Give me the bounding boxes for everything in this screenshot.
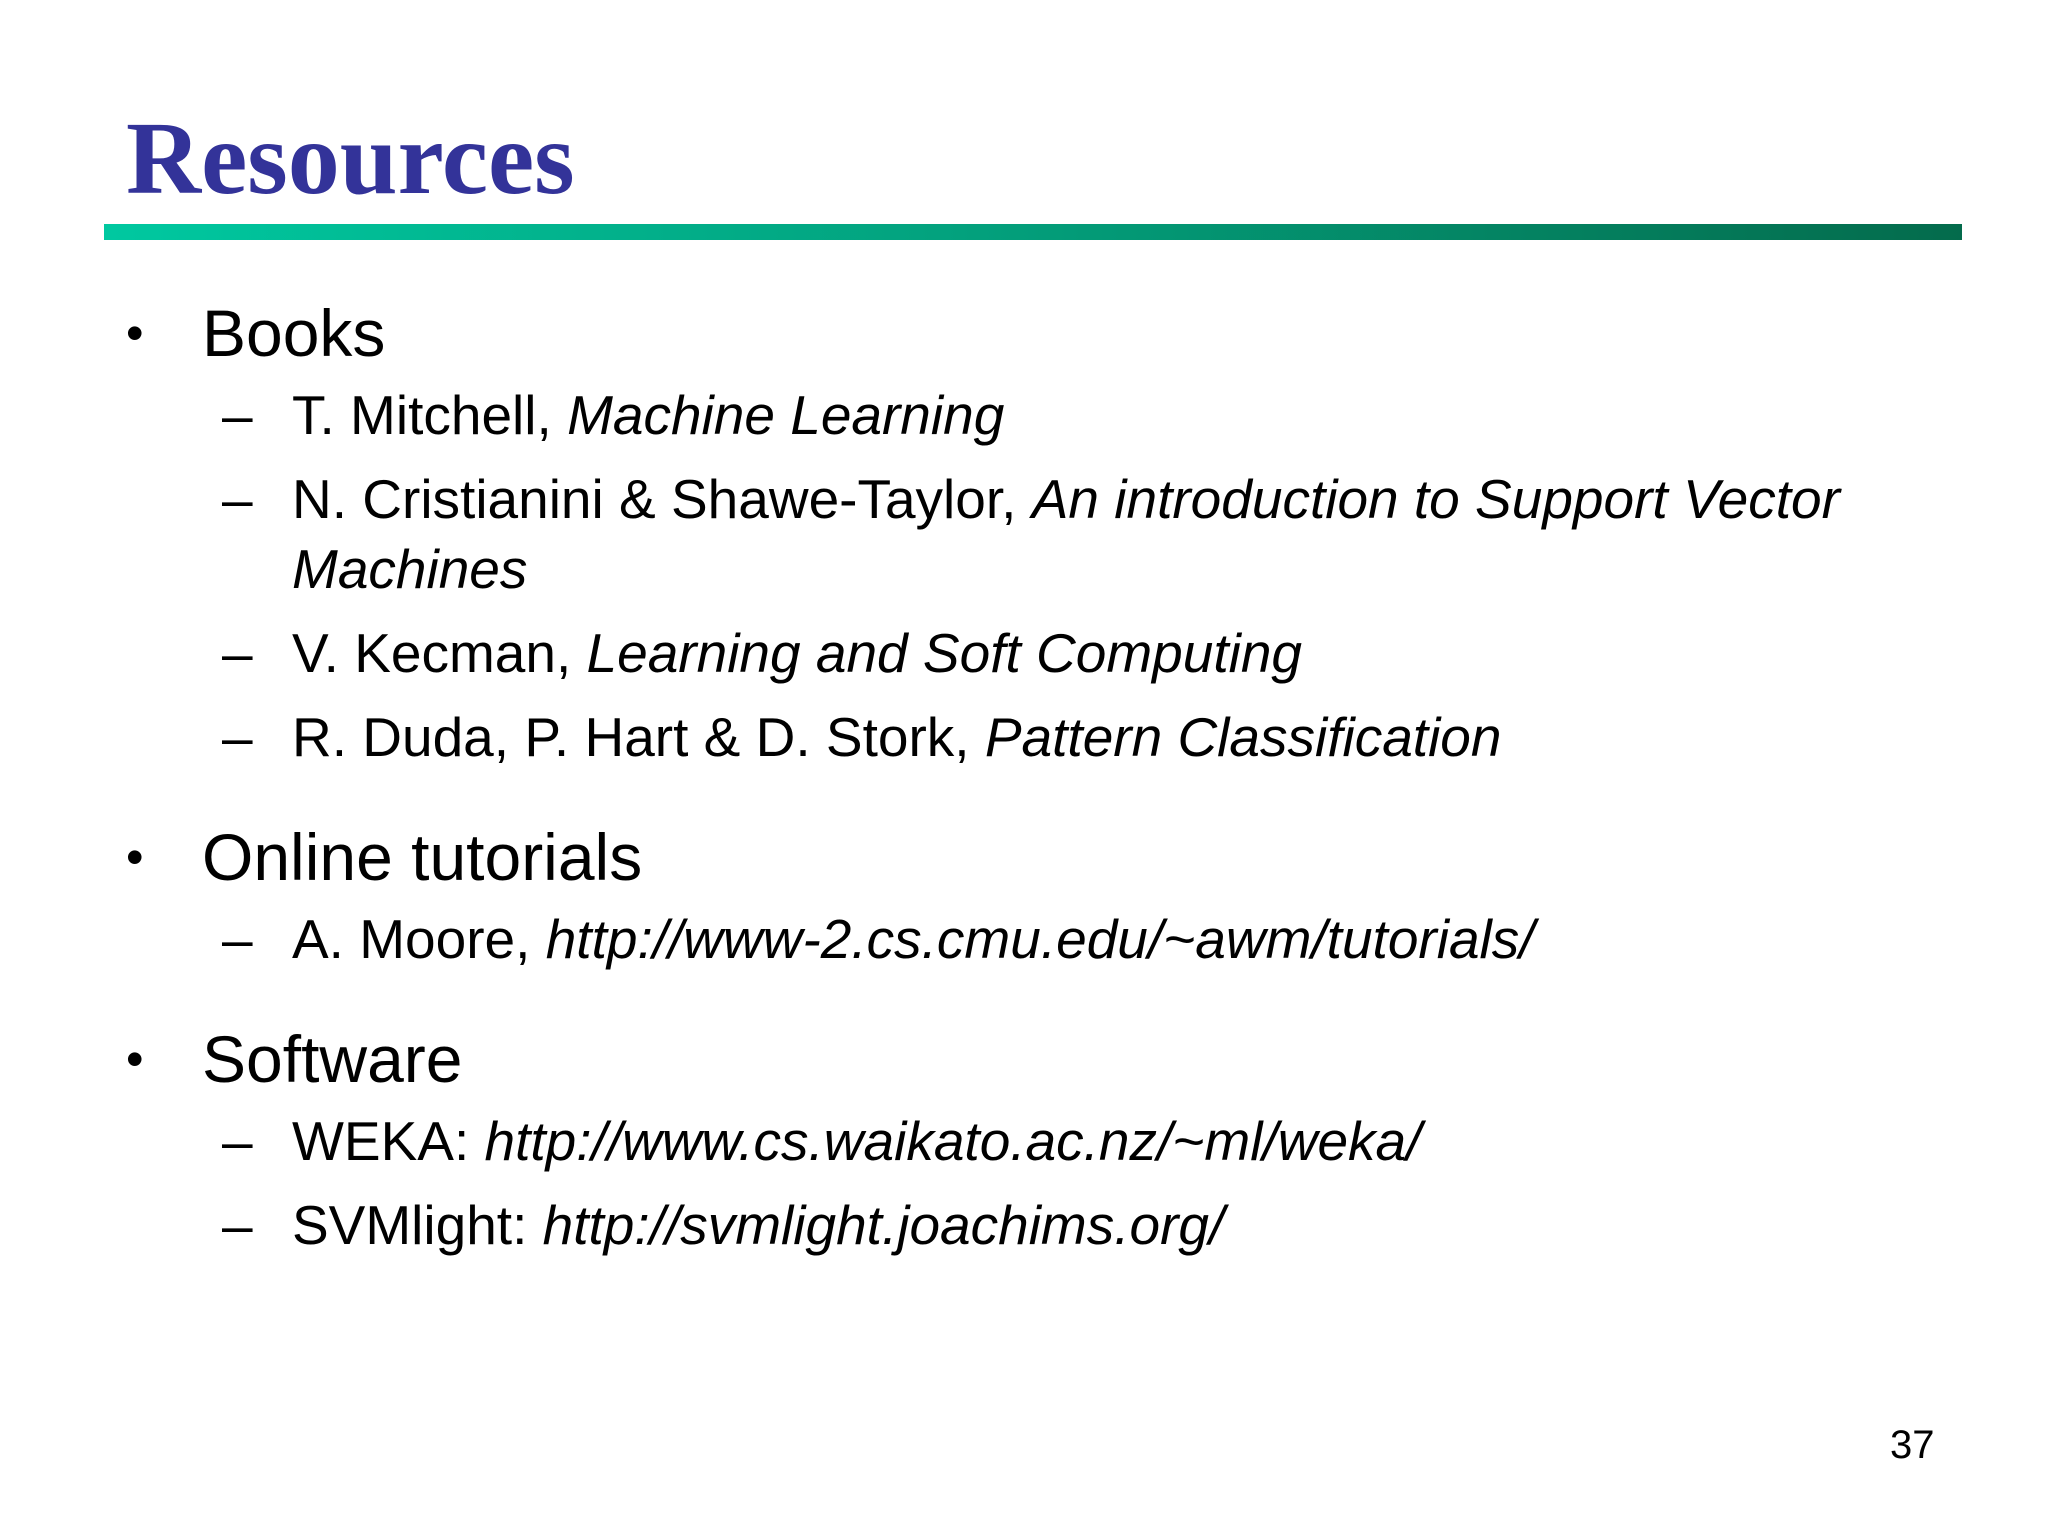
software-list (126, 1106, 1956, 1260)
book-list (126, 380, 1956, 772)
section-heading (126, 1018, 1956, 1100)
item-title: An introduction to Support Vector Machines (292, 468, 1840, 600)
dash-icon: – (222, 706, 253, 768)
list-item (126, 702, 1956, 772)
dash-icon: – (222, 1194, 253, 1256)
section-heading-label: Software (202, 1022, 463, 1096)
list-item (126, 618, 1956, 688)
list-item (126, 1190, 1956, 1260)
item-name: WEKA: (292, 1110, 485, 1172)
list-item (126, 1106, 1956, 1176)
dash-icon: – (222, 468, 253, 530)
slide-title: Resources (126, 101, 575, 216)
bullet-icon: • (126, 829, 144, 885)
dash-icon: – (222, 1110, 253, 1172)
section-online-tutorials (126, 816, 1956, 974)
section-heading (126, 816, 1956, 898)
section-heading (126, 292, 1956, 374)
bullet-icon: • (126, 305, 144, 361)
section-software (126, 1018, 1956, 1260)
item-url: http://www-2.cs.cmu.edu/~awm/tutorials/ (545, 908, 1535, 970)
item-title: Pattern Classification (984, 706, 1502, 768)
title-divider (104, 224, 1962, 240)
list-item (126, 380, 1956, 450)
item-url: http://svmlight.joachims.org/ (542, 1194, 1225, 1256)
item-url: http://www.cs.waikato.ac.nz/~ml/weka/ (484, 1110, 1422, 1172)
item-name: SVMlight: (292, 1194, 543, 1256)
item-author: V. Kecman, (292, 622, 587, 684)
dash-icon: – (222, 384, 253, 446)
list-item (126, 464, 1956, 604)
section-books (126, 292, 1956, 772)
section-heading-label: Online tutorials (202, 820, 643, 894)
item-author: A. Moore, (292, 908, 546, 970)
list-item (126, 904, 1956, 974)
item-author: R. Duda, P. Hart & D. Stork, (292, 706, 985, 768)
page-number: 37 (1890, 1423, 1935, 1467)
item-author: N. Cristianini & Shawe-Taylor, (292, 468, 1032, 530)
bullet-icon: • (126, 1031, 144, 1087)
item-title: Learning and Soft Computing (586, 622, 1303, 684)
item-author: T. Mitchell, (292, 384, 568, 446)
section-heading-label: Books (202, 296, 386, 370)
dash-icon: – (222, 622, 253, 684)
slide-content (126, 292, 1956, 1260)
dash-icon: – (222, 908, 253, 970)
tutorial-list (126, 904, 1956, 974)
item-title: Machine Learning (567, 384, 1005, 446)
